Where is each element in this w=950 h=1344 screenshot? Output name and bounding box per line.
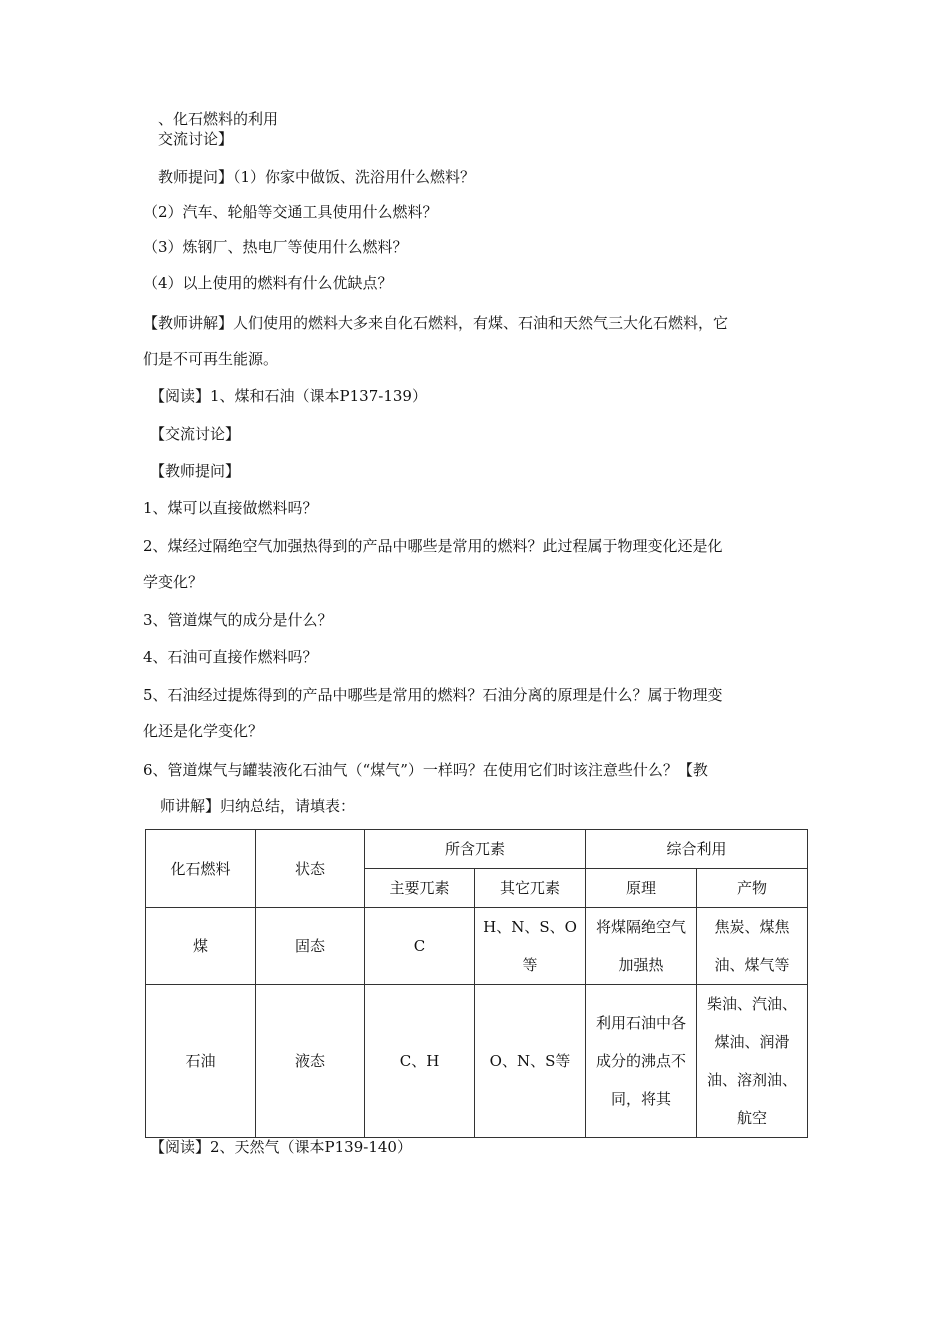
oil-main-cell: C、H	[365, 985, 475, 1138]
teacher-explanation-cont: 们是不可再生能源。	[143, 350, 279, 368]
header-main-elements: 主要兀素	[365, 869, 475, 908]
coal-principle-cell: 将煤隔绝空气加强热	[586, 908, 697, 985]
question-4: （4）以上使用的燃料有什么优缺点？	[143, 274, 393, 292]
section-heading: 、化石燃料的利用	[158, 110, 279, 128]
oil-product-cell: 柴油、汽油、煤油、润滑油、溶剂油、航空	[697, 985, 808, 1138]
header-state: 状态	[256, 830, 365, 908]
numbered-question-6: 6、管道煤气与罐装液化石油气（“煤气”）一样吗？在使用它们时该注意些什么？【教	[143, 761, 708, 779]
numbered-question-1: 1、煤可以直接做燃料吗？	[143, 499, 318, 517]
teacher-explanation: 【教师讲解】人们使用的燃料大多来自化石燃料，有煤、石油和天然气三大化石燃料，它	[143, 314, 729, 332]
oil-principle-cell: 利用石油中各成分的沸点不同，将其	[586, 985, 697, 1138]
coal-state-cell: 固态	[256, 908, 365, 985]
numbered-question-2: 2、煤经过隔绝空气加强热得到的产品中哪些是常用的燃料？此过程属于物理变化还是化	[143, 537, 723, 555]
oil-fuel-cell: 石油	[146, 985, 256, 1138]
header-comprehensive-use: 综合利用	[586, 830, 808, 869]
discussion-heading-2: 【交流讨论】	[150, 425, 241, 443]
teacher-question-1: 教师提问】（1）你家中做饭、洗浴用什么燃料？	[158, 168, 476, 186]
numbered-question-5-cont: 化还是化学变化？	[143, 722, 264, 740]
coal-product-cell: 焦炭、煤焦油、煤气等	[697, 908, 808, 985]
numbered-question-4: 4、石油可直接作燃料吗？	[143, 648, 318, 666]
oil-other-cell: O、N、S等	[475, 985, 586, 1138]
reading-2: 【阅读】2、天然气（课本P139-140）	[150, 1138, 412, 1156]
numbered-question-5: 5、石油经过提炼得到的产品中哪些是常用的燃料？石油分离的原理是什么？属于物理变	[143, 686, 723, 704]
coal-main-cell: C	[365, 908, 475, 985]
summary-instruction: 师讲解】归纳总结，请填表：	[160, 797, 356, 815]
coal-fuel-cell: 煤	[146, 908, 256, 985]
header-principle: 原理	[586, 869, 697, 908]
coal-other-cell: H、N、S、O等	[475, 908, 586, 985]
numbered-question-3: 3、管道煤气的成分是什么？	[143, 611, 333, 629]
header-product: 产物	[697, 869, 808, 908]
fossil-fuel-table	[145, 829, 808, 1138]
header-other-elements: 其它兀素	[475, 869, 586, 908]
numbered-question-2-cont: 学变化？	[143, 573, 204, 591]
oil-state-cell: 液态	[256, 985, 365, 1138]
teacher-question-heading: 【教师提问】	[150, 462, 241, 480]
question-3: （3）炼钢厂、热电厂等使用什么燃料？	[143, 238, 408, 256]
header-elements: 所含兀素	[365, 830, 586, 869]
discussion-heading: 交流讨论】	[158, 130, 234, 148]
question-2: （2）汽车、轮船等交通工具使用什么燃料？	[143, 203, 438, 221]
header-fuel: 化石燃料	[146, 830, 256, 908]
reading-1: 【阅读】1、煤和石油（课本P137-139）	[150, 387, 427, 405]
